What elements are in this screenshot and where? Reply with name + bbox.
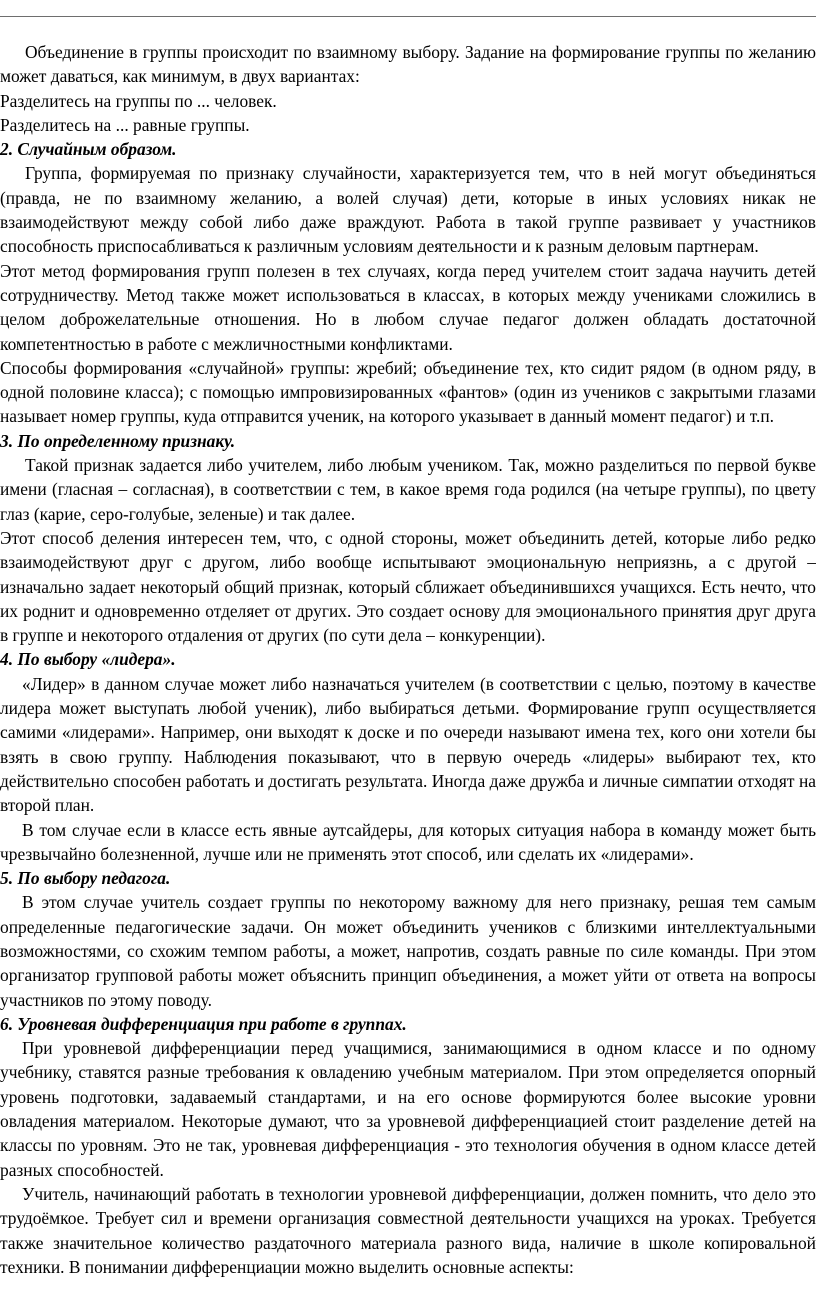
- section-heading: 3. По определенному признаку.: [0, 430, 236, 451]
- paragraph: В этом случае учитель создает группы по некоторому важному для него признаку, решая тем самым определенные педагогические задачи. Он может объединить учеников с близкими интеллектуальными возможностями, со схожим темпом работы, а может, напротив, создать равные по силе команды. При этом организатор групповой работы может объяснить принцип объединения, а может уйти от ответа на вопросы участников по этому поводу.: [0, 892, 816, 1010]
- section-heading: 4. По выбору «лидера».: [0, 649, 176, 670]
- paragraph: Этот метод формирования групп полезен в тех случаях, когда перед учителем стоит задача научить детей сотрудничеству. Метод также может использоваться в классах, в которых между учениками сложились в целом доброжелательные отношения. Но в любом случае педагог должен обладать достаточной компетентностью в работе с межличностными конфликтами.: [0, 260, 816, 354]
- paragraph: Разделитесь на ... равные группы.: [0, 114, 250, 135]
- paragraph: В том случае если в классе есть явные аутсайдеры, для которых ситуация набора в команду может быть чрезвычайно болезненной, лучше или не применять этот способ, или сделать их «лидерами».: [0, 819, 816, 864]
- paragraph: Группа, формируемая по признаку случайности, характеризуется тем, что в ней могут объединяться (правда, не по взаимному желанию, а волей случая) дети, которые в иных условиях никак не взаимодействуют между собой либо даже враждуют. Работа в такой группе развивает у участников способность приспосабливаться к различным условиям деятельности и к разным деловым партнерам.: [0, 163, 816, 257]
- paragraph: Этот способ деления интересен тем, что, с одной стороны, может объединить детей, которые либо редко взаимодействуют друг с другом, либо вообще испытывают эмоциональную неприязнь, а с другой – изначально задает некоторый общий признак, который сближает объединившихся учащихся. Есть нечто, что их роднит и одновременно отделяет от других. Это создает основу для эмоционального принятия друг друга в группе и некоторого отдаления от других (по сути дела – конкуренции).: [0, 527, 816, 646]
- paragraph: Разделитесь на группы по ... человек.: [0, 90, 277, 111]
- section-heading: 6. Уровневая дифференциация при работе в группах.: [0, 1013, 407, 1034]
- paragraph: При уровневой дифференциации перед учащимися, занимающимися в одном классе и по одному учебнику, ставятся разные требования к овладению учебным материалом. При этом определяется опорный уровень подготовки, задаваемый стандартами, и на его основе формируются более высокие уровни овладения материалом. Некоторые думают, что за уровневой дифференциацией стоит разделение детей на классы по уровням. Это не так, уровневая дифференциация - это технология обучения в одном классе детей разных способностей.: [0, 1038, 816, 1180]
- document-body: [0, 40, 816, 1279]
- paragraph: Учитель, начинающий работать в технологии уровневой дифференциации, должен помнить, что дело это трудоёмкое. Требует сил и времени организация совместной деятельности учащихся на уроках. Требуется также значительное количество раздаточного материала разного вида, наличие в школе копировальной техники. В понимании дифференциации можно выделить основные аспекты:: [0, 1183, 816, 1277]
- header-rule: [0, 16, 816, 17]
- paragraph: Такой признак задается либо учителем, либо любым учеником. Так, можно разделиться по первой букве имени (гласная – согласная), в соответствии с тем, в какое время года родился (на четыре группы), по цвету глаз (карие, серо-голубые, зеленые) и так далее.: [0, 455, 816, 524]
- section-heading: 2. Случайным образом.: [0, 139, 177, 160]
- paragraph: «Лидер» в данном случае может либо назначаться учителем (в соответствии с целью, поэтому в качестве лидера может выступать любой ученик), либо выбираться детьми. Формирование групп осуществляется самими «лидерами». Например, они выходят к доске и по очереди называют имена тех, кого они хотели бы взять в свою группу. Наблюдения показывают, что в первую очередь «лидеры» выбирают тех, кто действительно способен работать и достигать результата. Иногда даже дружба и личные симпатии отходят на второй план.: [0, 673, 816, 816]
- section-heading: 5. По выбору педагога.: [0, 868, 171, 889]
- paragraph: Способы формирования «случайной» группы: жребий; объединение тех, кто сидит рядом (в одном ряду, в одной половине класса); с помощью импровизированных «фантов» (один из учеников с закрытыми глазами называет номер группы, куда отправится ученик, на которого указывает в данный момент педагог) и т.п.: [0, 357, 816, 427]
- paragraph: Объединение в группы происходит по взаимному выбору. Задание на формирование группы по желанию может даваться, как минимум, в двух вариантах:: [0, 42, 816, 87]
